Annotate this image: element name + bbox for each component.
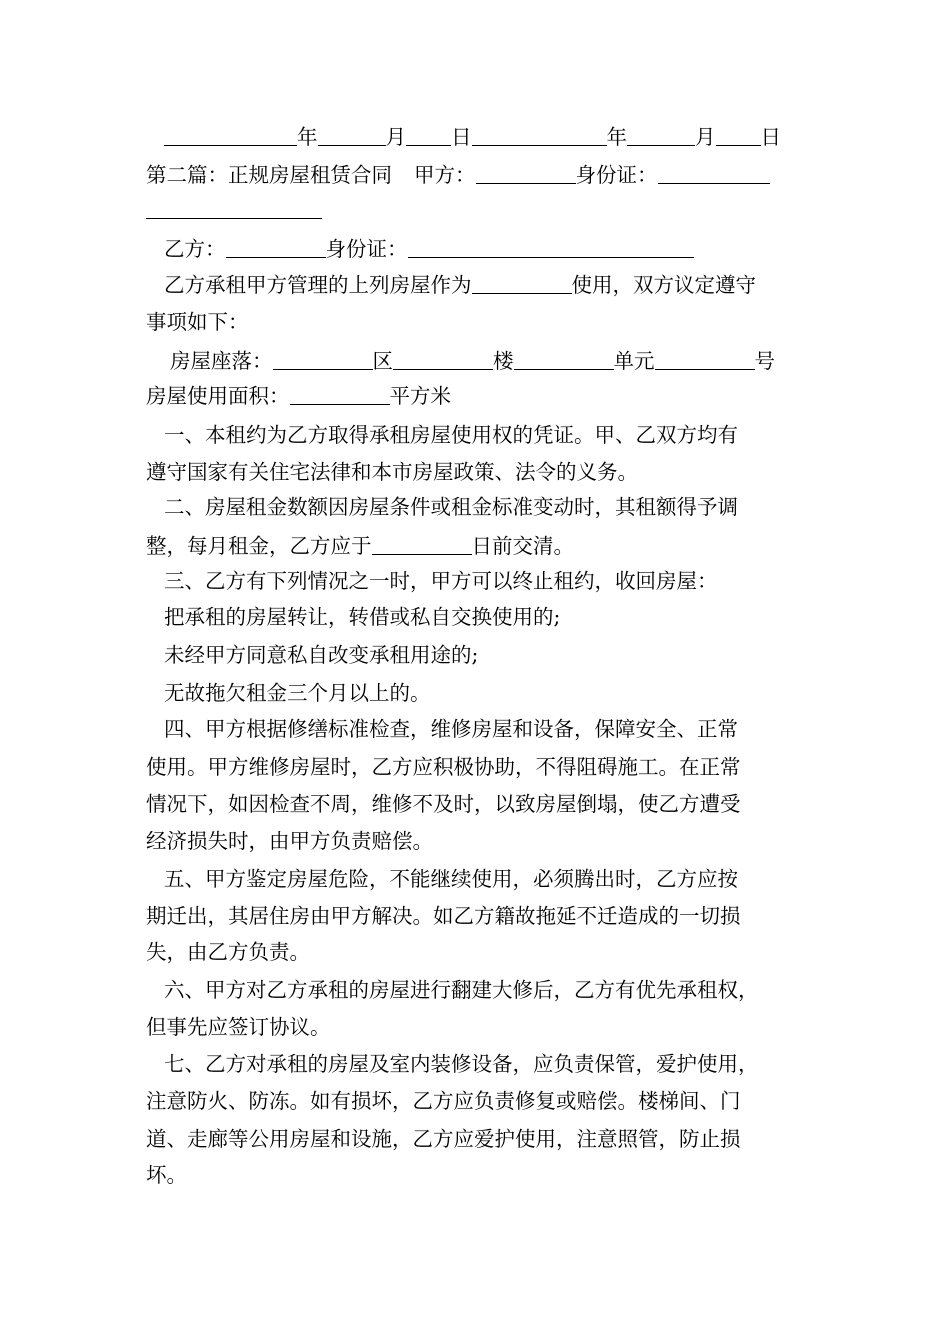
location-label: 房屋座落： [170,349,273,373]
date-line [164,125,781,148]
month-label: 月 [385,125,406,149]
clause-2-line: 二、房屋租金数额因房屋条件或租金标准变动时，其租额得予调 [164,495,738,519]
clause-1-line: 遵守国家有关住宅法律和本市房屋政策、法令的义务。 [146,460,638,484]
blank-field [290,384,390,405]
blank-field [627,125,695,146]
clause-4-line: 四、甲方根据修缮标准检查，维修房屋和设备，保障安全、正常 [164,717,738,741]
blank-field [658,163,770,184]
blank-field [472,273,572,294]
district-label: 区 [372,349,393,373]
blank-field [372,534,472,555]
area-label: 房屋使用面积： [146,384,290,408]
blank-field [408,237,694,258]
clause-3-line: 三、乙方有下列情况之一时，甲方可以终止租约，收回房屋： [164,569,718,593]
blank-field [226,237,326,258]
clause-7-line: 道、走廊等公用房屋和设施，乙方应爱护使用，注意照管，防止损 [146,1127,741,1151]
unit-label: 单元 [613,349,655,373]
chapter-title-line [146,163,770,186]
blank-field [393,349,493,370]
area-line [146,384,451,407]
usage-line [164,273,756,296]
usage-text: 使用，双方议定遵守 [571,273,756,297]
clause-3-item: 无故拖欠租金三个月以上的。 [164,681,431,705]
blank-field [476,163,576,184]
party-b-line [164,237,694,260]
clause-2-line [146,534,574,557]
clause-7-line: 坏。 [146,1163,187,1187]
clause-5-line: 失，由乙方负责。 [146,940,310,964]
clause-3-item: 未经甲方同意私自改变承租用途的; [164,643,479,667]
clause-5-line: 期迁出，其居住房由甲方解决。如乙方籍故拖延不迁造成的一切损 [146,904,741,928]
clause-7-line: 注意防火、防冻。如有损坏，乙方应负责修复或赔偿。楼梯间、门 [146,1089,741,1113]
number-label: 号 [754,349,775,373]
month-label: 月 [695,125,716,149]
day-label: 日 [451,125,472,149]
year-label: 年 [606,125,627,149]
usage-cont: 事项如下： [146,310,249,334]
clause-6-line: 但事先应签订协议。 [146,1015,331,1039]
usage-text: 乙方承租甲方管理的上列房屋作为 [164,273,472,297]
clause-3-item: 把承租的房屋转让，转借或私自交换使用的; [164,605,561,629]
party-a-label: 甲方： [414,163,476,187]
blank-field [273,349,373,370]
year-label: 年 [297,125,318,149]
clause-5-line: 五、甲方鉴定房屋危险，不能继续使用，必须腾出时，乙方应按 [164,867,738,891]
clause-2-text: 整，每月租金，乙方应于 [146,534,372,558]
blank-field [146,198,322,219]
clause-4-line: 使用。甲方维修房屋时，乙方应积极协助，不得阻碍施工。在正常 [146,755,741,779]
blank-field [514,349,614,370]
id-label: 身份证： [575,163,658,187]
blank-field [655,349,755,370]
clause-1-line: 一、本租约为乙方取得承租房屋使用权的凭证。甲、乙双方均有 [164,423,738,447]
blank-field [472,125,607,146]
party-b-label: 乙方： [164,237,226,261]
clause-6-line: 六、甲方对乙方承租的房屋进行翻建大修后，乙方有优先承租权， [164,978,759,1002]
blank-field [406,125,451,146]
area-unit: 平方米 [389,384,451,408]
clause-4-line: 经济损失时，由甲方负责赔偿。 [146,829,433,853]
blank-field [716,125,761,146]
clause-7-line: 七、乙方对承租的房屋及室内装修设备，应负责保管，爱护使用， [164,1052,759,1076]
blank-field [164,125,297,146]
blank-field [318,125,386,146]
chapter-title: 第二篇：正规房屋租赁合同 [146,163,392,187]
id-continuation-line [146,198,322,221]
location-line [170,349,775,372]
clause-2-text: 日前交清。 [471,534,574,558]
clause-4-line: 情况下，如因检查不周，维修不及时，以致房屋倒塌，使乙方遭受 [146,792,741,816]
id-label: 身份证： [325,237,408,261]
day-label: 日 [760,125,781,149]
building-label: 楼 [493,349,514,373]
